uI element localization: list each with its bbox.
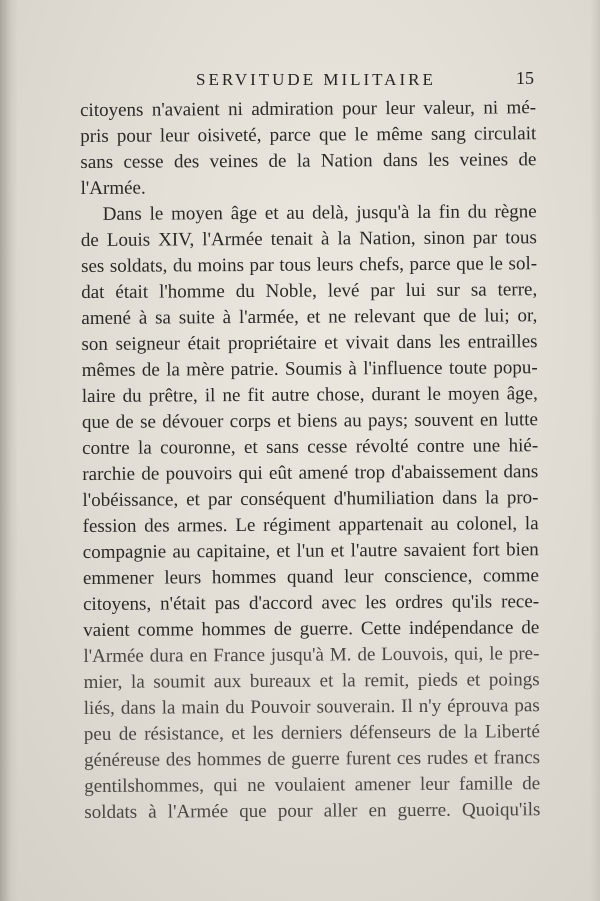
binding-gutter-shadow: [0, 0, 18, 901]
text-line: fession des armes. Le régiment appartenait au colonel, la: [82, 513, 539, 537]
running-head: SERVITUDE MILITAIRE: [196, 70, 436, 89]
page-header: [0, 64, 600, 94]
text-line: vaient comme hommes de guerre. Cette indépendance de: [83, 617, 540, 641]
text-line: emmener leurs hommes quand leur conscience, comme: [82, 565, 539, 589]
text-line: contre la couronne, et sans cesse révolté contre une hié-: [82, 435, 539, 459]
text-line: citoyens, n'était pas d'accord avec les ordres qu'ils rece-: [83, 591, 540, 615]
text-line: mêmes de la mère patrie. Soumis à l'influence toute popu-: [81, 357, 538, 381]
text-line: l'obéissance, et par conséquent d'humiliation dans la pro-: [82, 487, 539, 511]
text-line: de Louis XIV, l'Armée tenait à la Nation, sinon par tous: [80, 227, 537, 251]
text-line: ses soldats, du moins par tous leurs chefs, parce que le sol-: [80, 253, 538, 277]
page-edge-shadow: [590, 0, 600, 901]
text-line: généreuse des hommes de guerre furent ces rudes et francs: [83, 747, 541, 771]
text-line: compagnie au capitaine, et l'un et l'autre savaient fort bien: [82, 539, 539, 563]
text-line: que de se dévouer corps et biens au pays; souvent en lutte: [81, 409, 539, 433]
text-line: citoyens n'avaient ni admiration pour leur valeur, ni mé-: [80, 97, 537, 121]
text-line: rarchie de pouvoirs qui eût amené trop d'abaissement dans: [82, 461, 539, 485]
text-line: Dans le moyen âge et au delà, jusqu'à la fin du règne: [102, 201, 537, 225]
text-line: mier, la soumit aux bureaux et la remit, pieds et poings: [83, 669, 540, 693]
text-line: peu de résistance, et les derniers défenseurs de la Liberté: [83, 721, 540, 745]
text-line: l'Armée dura en France jusqu'à M. de Louvois, qui, le pre-: [83, 643, 540, 667]
text-line: l'Armée.: [80, 177, 146, 199]
body-text: [80, 95, 541, 838]
page-number: 15: [516, 68, 534, 88]
text-line: sans cesse des veines de la Nation dans les veines de: [80, 149, 537, 173]
text-line: soldats à l'Armée que pour aller en guerre. Quoiqu'ils: [84, 799, 541, 823]
text-line: liés, dans la main du Pouvoir souverain. Il n'y éprouva pas: [83, 695, 540, 719]
text-line: amené à sa suite à l'armée, et ne relevant que de lui; or,: [81, 305, 538, 329]
text-line: pris pour leur oisiveté, parce que le même sang circulait: [80, 123, 537, 147]
text-line: gentilshommes, qui ne voulaient amener leur famille de: [84, 773, 541, 797]
text-line: dat était l'homme du Noble, levé par lui sur sa terre,: [81, 279, 538, 303]
text-line: laire du prêtre, il ne fit autre chose, durant le moyen âge,: [81, 383, 538, 407]
text-line: son seigneur était propriétaire et vivait dans les entrailles: [81, 331, 538, 355]
